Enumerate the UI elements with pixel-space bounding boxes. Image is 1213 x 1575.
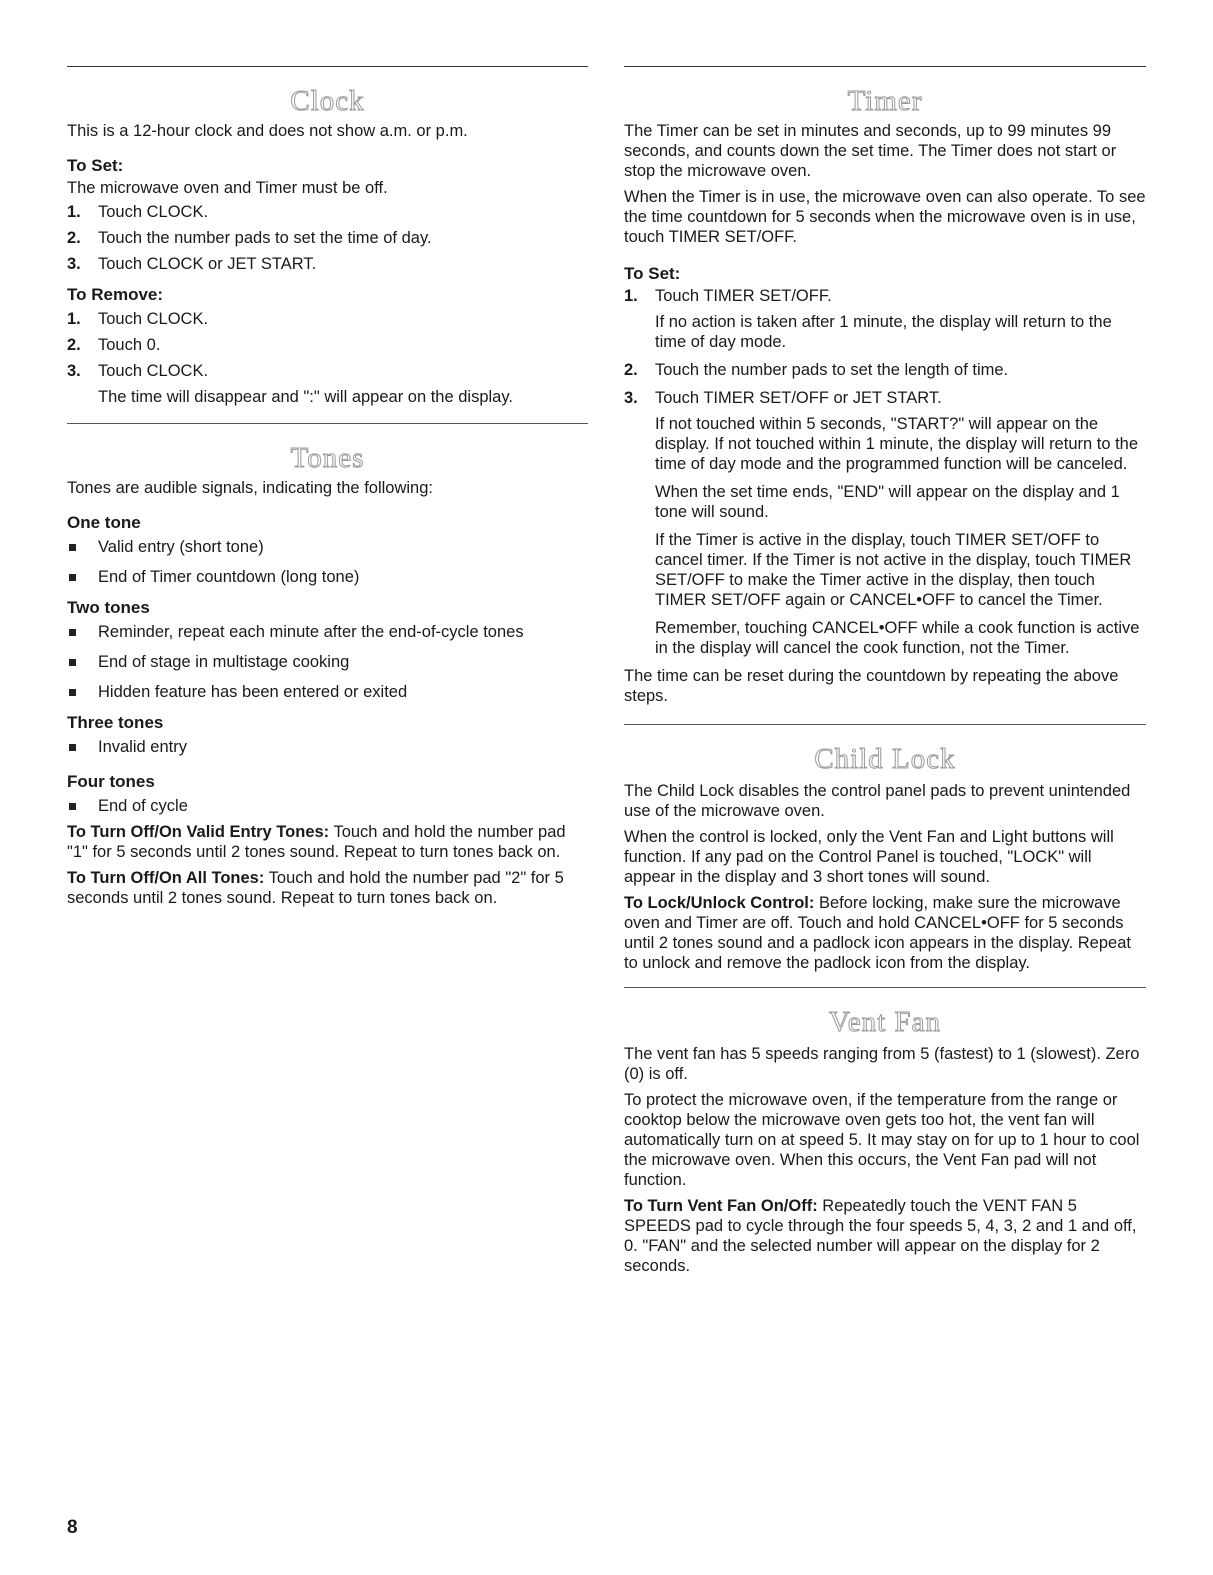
clock-set-steps xyxy=(67,202,588,274)
section-divider xyxy=(67,66,588,67)
bullet-icon xyxy=(67,537,98,557)
section-divider xyxy=(67,423,588,424)
vent-fan-paragraph-1: The vent fan has 5 speeds ranging from 5 (fastest) to 1 (slowest). Zero (0) is off. xyxy=(624,1045,1140,1083)
timer-title: Timer xyxy=(847,85,923,117)
two-tones-heading: Two tones xyxy=(67,598,150,617)
timer-step3-note: When the set time ends, "END" will appear on the display and 1 tone will sound. xyxy=(655,483,1120,521)
left-column xyxy=(67,66,588,908)
clock-to-set-heading: To Set: xyxy=(67,156,124,175)
timer-step3-note: If not touched within 5 seconds, "START?" will appear on the display. If not touched within 1 minute, the display will return to the time of day mode and the programmed function will be canceled. xyxy=(655,415,1139,473)
bullet-icon xyxy=(67,567,98,587)
list-item: Reminder, repeat each minute after the end-of-cycle tones xyxy=(67,622,588,642)
bullet-icon xyxy=(67,737,98,757)
list-item: 3. Touch CLOCK or JET START. xyxy=(67,255,317,273)
timer-steps-cont xyxy=(624,360,1146,408)
tones-intro: Tones are audible signals, indicating the following: xyxy=(67,479,433,497)
clock-intro: This is a 12-hour clock and does not show a.m. or p.m. xyxy=(67,122,468,140)
list-item: 2. Touch the number pads to set the time of day. xyxy=(67,229,432,247)
list-item: End of Timer countdown (long tone) xyxy=(67,567,588,587)
valid-entry-tones-paragraph: To Turn Off/On Valid Entry Tones: Touch and hold the number pad "1" for 5 seconds until 2 tones sound. Repeat to turn tones back on. xyxy=(67,823,566,861)
section-divider xyxy=(624,987,1146,988)
list-item: 1. Touch CLOCK. xyxy=(67,203,209,221)
four-tones-heading: Four tones xyxy=(67,772,155,791)
list-item: 3. Touch TIMER SET/OFF or JET START. xyxy=(624,389,942,407)
section-divider xyxy=(624,724,1146,725)
lock-unlock-paragraph: To Lock/Unlock Control: Before locking, make sure the microwave oven and Timer are off. Touch and hold CANCEL•OFF for 5 seconds until 2 tones sound and a padlock icon appears in the display. Repeat to unlock and remove the padlock icon from the display. xyxy=(624,894,1131,972)
child-lock-paragraph-1: The Child Lock disables the control panel pads to prevent unintended use of the microwave oven. xyxy=(624,782,1131,820)
child-lock-title: Child Lock xyxy=(814,743,956,775)
section-divider xyxy=(624,66,1146,67)
list-item: 2. Touch 0. xyxy=(67,336,161,354)
timer-step1-note: If no action is taken after 1 minute, the display will return to the time of day mode. xyxy=(655,313,1112,351)
timer-paragraph-2: When the Timer is in use, the microwave oven can also operate. To see the time countdown for 5 seconds when the microwave oven is in use, touch TIMER SET/OFF. xyxy=(624,188,1146,246)
list-item: 1. Touch TIMER SET/OFF. xyxy=(624,287,832,305)
bullet-icon xyxy=(67,622,98,642)
one-tone-heading: One tone xyxy=(67,513,141,532)
vent-fan-paragraph-2: To protect the microwave oven, if the temperature from the range or cooktop below the microwave oven gets too hot, the vent fan will automatically turn on at speed 5. It may stay on for up to 1 hour to cool the microwave oven. When this occurs, the Vent Fan pad will not function. xyxy=(624,1091,1140,1189)
list-item: End of stage in multistage cooking xyxy=(67,652,588,672)
clock-title: Clock xyxy=(290,85,365,117)
timer-to-set-heading: To Set: xyxy=(624,264,681,283)
list-item: 1. Touch CLOCK. xyxy=(67,310,209,328)
timer-step3-note: If the Timer is active in the display, touch TIMER SET/OFF to cancel timer. If the Timer is not active in the display, touch TIMER SET/OFF to make the Timer active in the display, then touch TIMER SET/OFF again or CANCEL•OFF to cancel the Timer. xyxy=(655,531,1132,609)
timer-paragraph-1: The Timer can be set in minutes and seconds, up to 99 minutes 99 seconds, and counts down the set time. The Timer does not start or stop the microwave oven. xyxy=(624,122,1117,180)
three-tones-heading: Three tones xyxy=(67,713,164,732)
three-tones-list xyxy=(67,737,588,757)
timer-steps xyxy=(624,286,1146,306)
clock-to-set-note: The microwave oven and Timer must be off. xyxy=(67,179,388,197)
bullet-icon xyxy=(67,796,98,816)
timer-step3-note: Remember, touching CANCEL•OFF while a cook function is active in the display will cancel the cook function, not the Timer. xyxy=(655,619,1140,657)
list-item: Hidden feature has been entered or exited xyxy=(67,682,588,702)
four-tones-list xyxy=(67,796,588,816)
list-item: Valid entry (short tone) xyxy=(67,537,588,557)
right-column xyxy=(624,66,1146,1276)
list-item: 3. Touch CLOCK. xyxy=(67,362,209,380)
list-item: 2. Touch the number pads to set the length of time. xyxy=(624,361,1009,379)
page-number: 8 xyxy=(67,1517,78,1538)
child-lock-paragraph-2: When the control is locked, only the Vent Fan and Light buttons will function. If any pad on the Control Panel is touched, "LOCK" will appear in the display and 3 short tones will sound. xyxy=(624,828,1114,886)
clock-to-remove-heading: To Remove: xyxy=(67,285,164,304)
list-item: Invalid entry xyxy=(67,737,588,757)
timer-closing: The time can be reset during the countdown by repeating the above steps. xyxy=(624,667,1119,705)
bullet-icon xyxy=(67,682,98,702)
bullet-icon xyxy=(67,652,98,672)
two-tones-list xyxy=(67,622,588,702)
tones-title: Tones xyxy=(290,442,365,474)
all-tones-paragraph: To Turn Off/On All Tones: Touch and hold the number pad "2" for 5 seconds until 2 tones sound. Repeat to turn tones back on. xyxy=(67,869,564,907)
list-item: End of cycle xyxy=(67,796,588,816)
vent-fan-onoff-paragraph: To Turn Vent Fan On/Off: Repeatedly touch the VENT FAN 5 SPEEDS pad to cycle through the four speeds 5, 4, 3, 2 and 1 and off, 0. "FAN" and the selected number will appear on the display for 2 seconds. xyxy=(624,1197,1137,1275)
clock-remove-note: The time will disappear and ":" will appear on the display. xyxy=(98,388,513,406)
clock-remove-steps xyxy=(67,309,588,381)
vent-fan-title: Vent Fan xyxy=(829,1006,941,1038)
one-tone-list xyxy=(67,537,588,587)
